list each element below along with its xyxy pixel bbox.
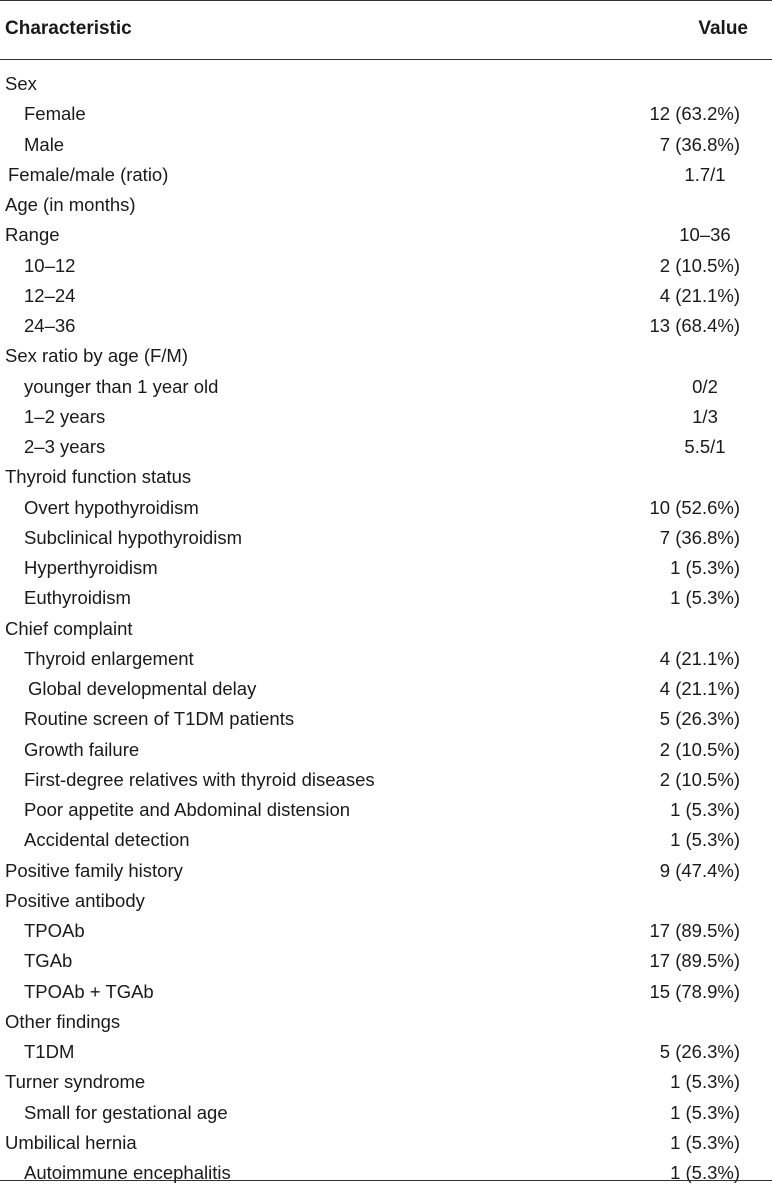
table-row — [0, 160, 772, 190]
table-row — [0, 130, 772, 160]
row-value: 2 (10.5%) — [659, 738, 740, 760]
header-value: Value — [698, 18, 748, 39]
row-value: 1 (5.3%) — [670, 587, 740, 609]
table-header-rule — [0, 59, 772, 60]
table-row — [0, 523, 772, 553]
table-row — [0, 372, 772, 402]
row-label: Thyroid function status — [5, 466, 192, 488]
row-value: 10 (52.6%) — [649, 496, 740, 518]
row-label: Overt hypothyroidism — [24, 496, 199, 518]
table-row — [0, 493, 772, 523]
table-bottom-rule — [0, 1180, 772, 1181]
table-row — [0, 69, 772, 99]
table-row — [0, 825, 772, 855]
table-row — [0, 462, 772, 492]
table-row — [0, 856, 772, 886]
row-value: 1 (5.3%) — [670, 1131, 740, 1153]
row-value: 2 (10.5%) — [659, 768, 740, 790]
row-value: 1 (5.3%) — [670, 829, 740, 851]
table-row — [0, 735, 772, 765]
row-label: Other findings — [5, 1010, 121, 1032]
row-value: 2 (10.5%) — [659, 254, 740, 276]
table-row — [0, 1067, 772, 1097]
table-row — [0, 704, 772, 734]
row-label: First-degree relatives with thyroid diseases — [24, 768, 375, 790]
table-row — [0, 402, 772, 432]
row-value: 1 (5.3%) — [670, 799, 740, 820]
row-value: 17 (89.5%) — [649, 920, 740, 941]
row-label: 10–12 — [24, 254, 76, 276]
table-row — [0, 1128, 772, 1158]
row-value: 1 (5.3%) — [670, 1071, 740, 1093]
table-row — [0, 916, 772, 946]
row-label: 2–3 years — [24, 436, 106, 457]
table-row — [0, 99, 772, 129]
row-label: Accidental detection — [24, 829, 190, 851]
table-row — [0, 281, 772, 311]
table-row — [0, 311, 772, 341]
header-characteristic: Characteristic — [5, 18, 132, 39]
table-row — [0, 251, 772, 281]
table-row — [0, 765, 772, 795]
row-label: Subclinical hypothyroidism — [24, 526, 242, 548]
table-header — [0, 0, 772, 59]
row-label: Sex — [5, 73, 37, 94]
row-label: Male — [24, 133, 65, 155]
table-row — [0, 1158, 772, 1188]
row-value: 4 (21.1%) — [659, 678, 740, 699]
row-label: 1–2 years — [24, 405, 106, 427]
row-label: Female — [24, 103, 86, 125]
row-label: Chief complaint — [5, 617, 133, 639]
row-value: 10–36 — [679, 224, 731, 246]
row-label: Euthyroidism — [24, 587, 131, 609]
row-value: 1/3 — [692, 405, 718, 427]
table-row — [0, 220, 772, 250]
row-value: 15 (78.9%) — [649, 980, 740, 1002]
table-row — [0, 583, 772, 613]
row-value: 12 (63.2%) — [649, 103, 740, 125]
row-value: 4 (21.1%) — [659, 647, 740, 669]
row-label: Growth failure — [24, 738, 140, 760]
row-value: 1 (5.3%) — [670, 1162, 740, 1183]
table-row — [0, 614, 772, 644]
table-row — [0, 190, 772, 220]
table-row — [0, 553, 772, 583]
row-value: 1 (5.3%) — [670, 557, 740, 578]
row-value: 1.7/1 — [684, 163, 726, 185]
table-row — [0, 432, 772, 462]
table-body — [0, 69, 772, 1188]
table-row — [0, 946, 772, 976]
row-value: 0/2 — [692, 375, 718, 397]
row-label: Range — [5, 224, 60, 246]
row-value: 5.5/1 — [684, 436, 726, 457]
row-label: Thyroid enlargement — [24, 647, 194, 669]
table-row — [0, 1098, 772, 1128]
row-label: 24–36 — [24, 315, 76, 336]
row-label: Routine screen of T1DM patients — [24, 708, 295, 730]
table-row — [0, 886, 772, 916]
table-row — [0, 977, 772, 1007]
row-value: 5 (26.3%) — [659, 1041, 740, 1062]
row-label: Sex ratio by age (F/M) — [5, 345, 189, 367]
row-value: 9 (47.4%) — [659, 859, 740, 881]
table-row — [0, 674, 772, 704]
table-row — [0, 644, 772, 674]
row-value: 17 (89.5%) — [649, 950, 740, 972]
row-label: T1DM — [24, 1041, 75, 1062]
row-label: Positive family history — [5, 859, 183, 881]
row-value: 7 (36.8%) — [659, 133, 740, 155]
row-label: Autoimmune encephalitis — [24, 1162, 231, 1183]
row-label: Turner syndrome — [5, 1071, 146, 1093]
table-row — [0, 795, 772, 825]
row-label: Poor appetite and Abdominal distension — [24, 799, 351, 820]
row-label: Global developmental delay — [28, 678, 257, 699]
row-label: TPOAb — [24, 920, 85, 941]
row-value: 13 (68.4%) — [649, 315, 740, 336]
row-label: Age (in months) — [5, 194, 136, 215]
row-value: 4 (21.1%) — [659, 284, 740, 306]
table-row — [0, 1037, 772, 1067]
row-label: Small for gestational age — [24, 1101, 228, 1123]
row-label: Positive antibody — [5, 889, 145, 911]
row-label: TPOAb + TGAb — [24, 980, 154, 1002]
row-label: TGAb — [24, 950, 73, 972]
table-row — [0, 1007, 772, 1037]
row-value: 1 (5.3%) — [670, 1101, 740, 1123]
table-row — [0, 341, 772, 371]
row-label: Female/male (ratio) — [8, 163, 169, 185]
row-label: Umbilical hernia — [5, 1131, 137, 1153]
row-value: 5 (26.3%) — [659, 708, 740, 730]
row-value: 7 (36.8%) — [659, 526, 740, 548]
row-label: 12–24 — [24, 284, 76, 306]
row-label: younger than 1 year old — [24, 375, 219, 397]
row-label: Hyperthyroidism — [24, 557, 158, 578]
